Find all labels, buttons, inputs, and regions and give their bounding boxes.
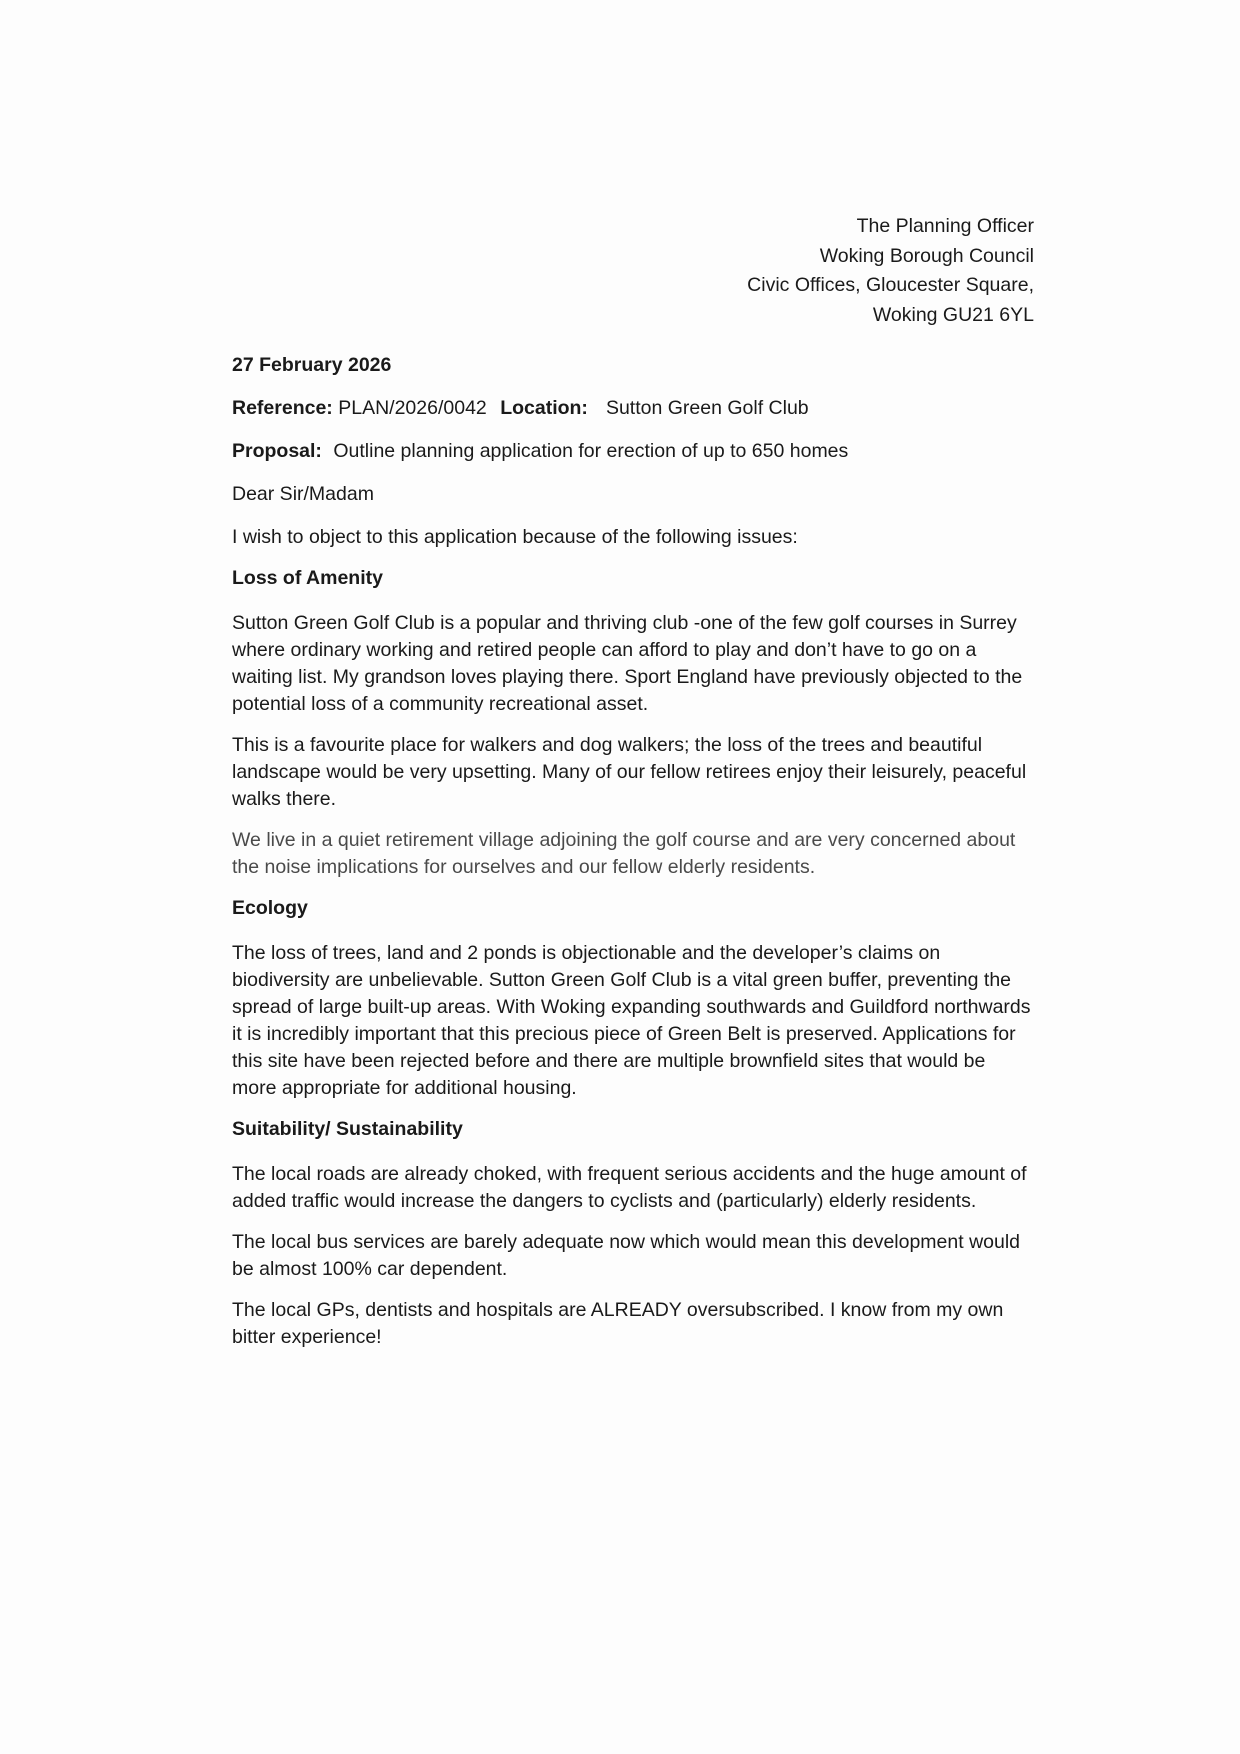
suitability-paragraph-3: The local GPs, dentists and hospitals are ALREADY oversubscribed. I know from my own bitter experience! xyxy=(232,1299,1004,1348)
recipient-address xyxy=(747,212,1034,330)
reference-line xyxy=(232,395,1032,422)
reference-value: PLAN/2026/0042 xyxy=(338,397,487,419)
recipient-line-3: Civic Offices, Gloucester Square, xyxy=(747,274,1034,296)
heading-loss-of-amenity: Loss of Amenity xyxy=(232,567,383,589)
recipient-line-4: Woking GU21 6YL xyxy=(872,303,1034,326)
recipient-line-1: The Planning Officer xyxy=(856,215,1034,237)
intro-paragraph: I wish to object to this application because of the following issues: xyxy=(232,526,798,548)
amenity-paragraph-3: We live in a quiet retirement village adjoining the golf course and are very concerned about the noise implications for ourselves and our fellow elderly residents. xyxy=(232,829,1016,878)
proposal-label: Proposal: xyxy=(232,440,322,462)
heading-suitability-sustainability: Suitability/ Sustainability xyxy=(232,1118,463,1140)
suitability-paragraph-1: The local roads are already choked, with frequent serious accidents and the huge amount of added traffic would increase the dangers to cyclists and (particularly) elderly residents. xyxy=(232,1163,1027,1212)
amenity-paragraph-2: This is a favourite place for walkers and dog walkers; the loss of the trees and beautiful landscape would be very upsetting. Many of our fellow retirees enjoy their leisurely, peaceful walks there. xyxy=(232,734,1027,810)
location-value: Sutton Green Golf Club xyxy=(605,397,809,419)
proposal-value: Outline planning application for erection of up to 650 homes xyxy=(333,440,849,462)
proposal-line xyxy=(232,438,1032,465)
ecology-paragraph-1: The loss of trees, land and 2 ponds is objectionable and the developer’s claims on biodiversity are unbelievable. Sutton Green Golf Club is a vital green buffer, preventing the spread of large built-up areas. With Woking expanding southwards and Guildford northwards it is incredibly important that this precious piece of Green Belt is preserved. Applications for this site have been rejected before and there are multiple brownfield sites that would be more appropriate for additional housing. xyxy=(232,942,1031,1099)
amenity-paragraph-1: Sutton Green Golf Club is a popular and thriving club -one of the few golf courses in Surrey where ordinary working and retired people can afford to play and don’t have to go on a waiting list. My grandson loves playing there. Sport England have previously objected to the potential loss of a community recreational asset. xyxy=(232,612,1023,715)
letter-date: 27 February 2026 xyxy=(232,354,392,376)
salutation: Dear Sir/Madam xyxy=(232,483,374,505)
recipient-line-2: Woking Borough Council xyxy=(819,244,1034,267)
letter-body xyxy=(232,352,1032,1365)
suitability-paragraph-2: The local bus services are barely adequate now which would mean this development would be almost 100% car dependent. xyxy=(232,1231,1021,1280)
location-label: Location: xyxy=(500,397,588,419)
reference-label: Reference: xyxy=(232,397,333,419)
heading-ecology: Ecology xyxy=(232,897,308,919)
